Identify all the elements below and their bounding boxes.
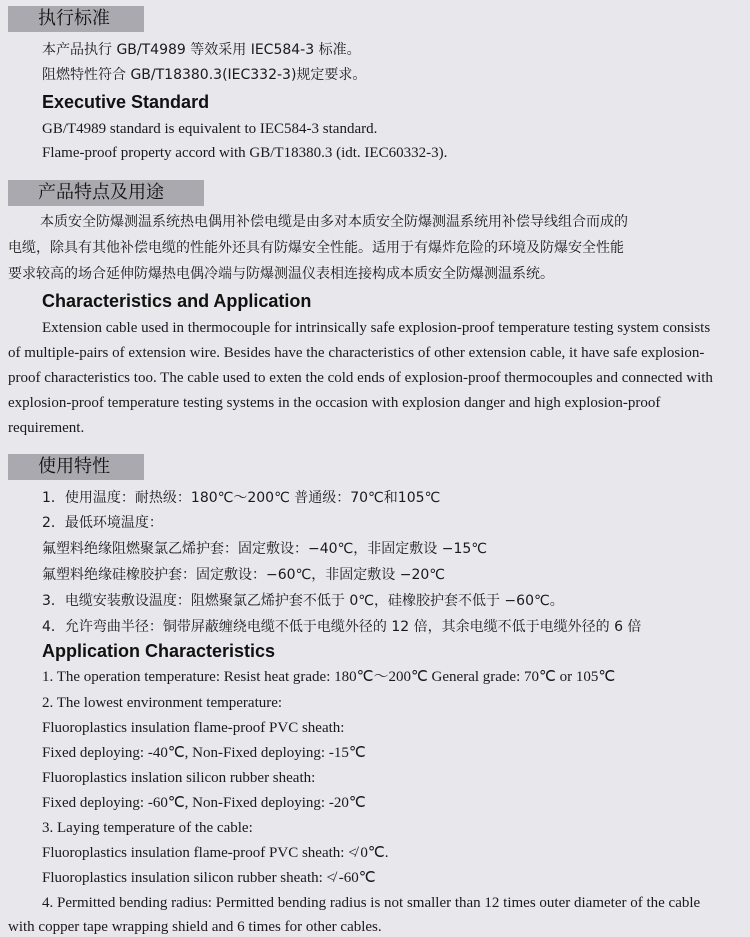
app-line-zh-2: 2．最低环境温度： <box>42 515 163 531</box>
app-line-en-1: 1. The operation temperature: Resist heat grade: 180℃～200℃ General grade: 70℃ or 105℃ <box>42 669 616 685</box>
char-line-zh-1: 本质安全防爆测温系统热电偶用补偿电缆是由多对本质安全防爆测温系统用补偿导线组合而成的 <box>40 214 628 230</box>
standard-line-en-1: GB/T4989 standard is equivalent to IEC584-3 standard. <box>42 121 378 137</box>
section-heading-characteristics-zh: 产品特点及用途 <box>8 180 204 206</box>
standard-line-zh-1: 本产品执行 GB/T4989 等效采用 IEC584-3 标准。 <box>42 42 361 58</box>
section-heading-application-en: Application Characteristics <box>42 641 276 661</box>
app-line-en-10: 4. Permitted bending radius: Permitted bending radius is not smaller than 12 times outer diameter of the cable <box>42 895 701 911</box>
standard-line-zh-2: 阻燃特性符合 GB/T18380.3(IEC332-3)规定要求。 <box>42 67 367 83</box>
section-heading-characteristics-en: Characteristics and Application <box>42 291 312 311</box>
app-line-zh-3: 氟塑料绝缘阻燃聚氯乙烯护套：固定敷设：−40℃，非固定敷设 −15℃ <box>42 541 487 557</box>
app-line-en-2: 2. The lowest environment temperature: <box>42 695 283 711</box>
app-line-zh-6: 4．允许弯曲半径：铜带屏蔽缠绕电缆不低于电缆外径的 12 倍，其余电缆不低于电缆外径的 6 倍 <box>42 619 642 635</box>
app-line-en-3: Fluoroplastics insulation flame-proof PVC sheath: <box>42 720 345 736</box>
app-line-zh-1: 1．使用温度：耐热级：180℃～200℃ 普通级：70℃和105℃ <box>42 490 441 506</box>
app-line-en-6: Fixed deploying: -60℃, Non-Fixed deploying: -20℃ <box>42 795 366 811</box>
app-line-zh-4: 氟塑料绝缘硅橡胶护套：固定敷设：−60℃，非固定敷设 −20℃ <box>42 567 445 583</box>
app-line-en-8: Fluoroplastics insulation flame-proof PVC sheath: ≮ 0℃. <box>42 845 389 861</box>
char-line-en-1: Extension cable used in thermocouple for intrinsically safe explosion-proof temperature testing system consists <box>42 320 711 336</box>
section-heading-standard-en: Executive Standard <box>42 92 210 112</box>
app-line-en-11: with copper tape wrapping shield and 6 times for other cables. <box>8 919 382 935</box>
section-heading-standard-zh: 执行标准 <box>8 6 144 32</box>
app-line-en-9: Fluoroplastics insulation silicon rubber sheath: ≮ -60℃ <box>42 870 376 886</box>
app-line-en-5: Fluoroplastics inslation silicon rubber sheath: <box>42 770 316 786</box>
char-line-zh-2: 电缆，除具有其他补偿电缆的性能外还具有防爆安全性能。适用于有爆炸危险的环境及防爆安全性能 <box>8 240 624 256</box>
char-line-zh-3: 要求较高的场合延伸防爆热电偶冷端与防爆测温仪表相连接构成本质安全防爆测温系统。 <box>8 266 554 282</box>
app-line-zh-5: 3．电缆安装敷设温度：阻燃聚氯乙烯护套不低于 0℃，硅橡胶护套不低于 −60℃。 <box>42 593 564 609</box>
section-heading-application-zh: 使用特性 <box>8 454 144 480</box>
char-line-en-2: of multiple-pairs of extension wire. Besides have the characteristics of other extension cable, it have safe explosion- <box>8 345 705 361</box>
char-line-en-5: requirement. <box>8 420 85 436</box>
char-line-en-3: proof characteristics too. The cable used to exten the cold ends of explosion-proof thermocouples and connected with <box>8 370 713 386</box>
app-line-en-7: 3. Laying temperature of the cable: <box>42 820 253 836</box>
standard-line-en-2: Flame-proof property accord with GB/T18380.3 (idt. IEC60332-3). <box>42 145 448 161</box>
app-line-en-4: Fixed deploying: -40℃, Non-Fixed deploying: -15℃ <box>42 745 366 761</box>
char-line-en-4: explosion-proof temperature testing systems in the occasion with explosion danger and high explosion-proof <box>8 395 661 411</box>
